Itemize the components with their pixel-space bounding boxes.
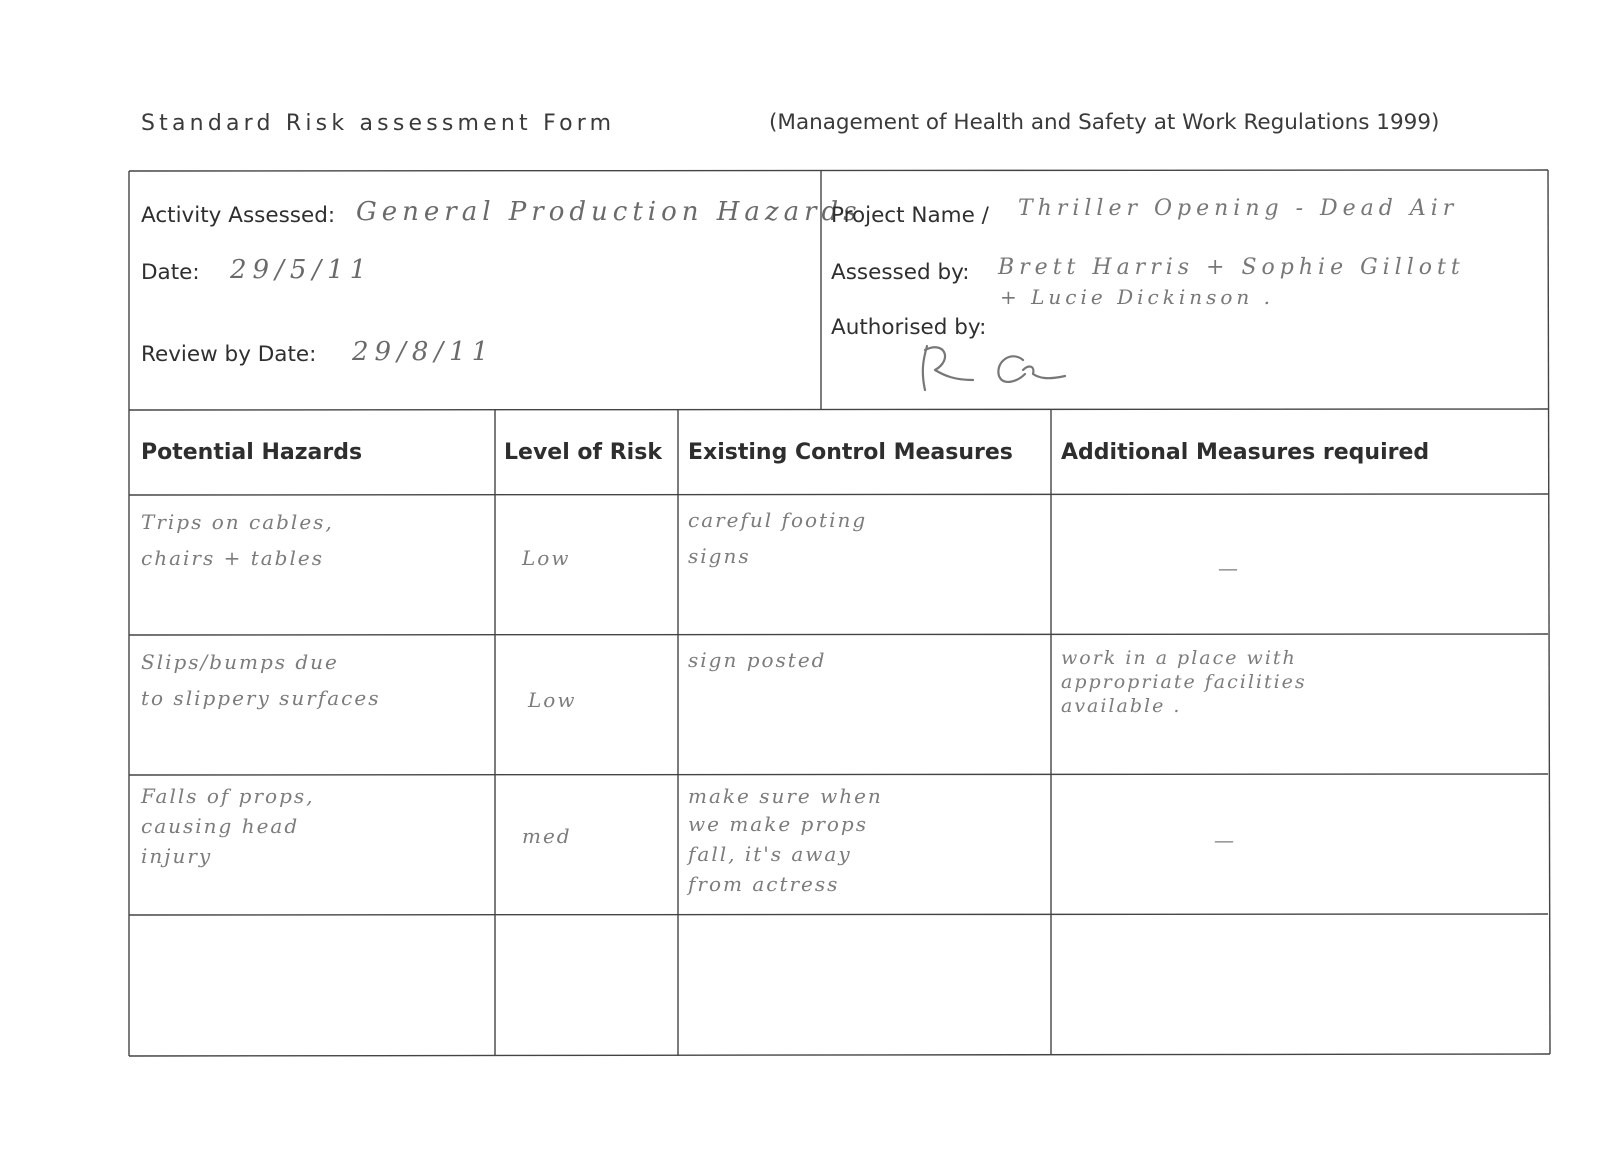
- project-value: Thriller Opening - Dead Air: [1018, 196, 1459, 221]
- row-line-2: [129, 494, 1548, 495]
- col-header-risk: Level of Risk: [504, 440, 662, 465]
- grid-right-line: [1548, 170, 1550, 1054]
- row2-additional-line1: work in a place with: [1061, 647, 1297, 669]
- assessed-value-line1: Brett Harris + Sophie Gillott: [998, 255, 1465, 280]
- row3-hazard-line2: causing head: [141, 814, 300, 838]
- row1-hazard-line1: Trips on cables,: [141, 510, 334, 534]
- grid-top-line: [129, 170, 1548, 171]
- col-header-additional: Additional Measures required: [1061, 440, 1430, 465]
- row3-risk: med: [522, 824, 572, 848]
- row-line-4: [129, 774, 1548, 775]
- row3-existing-line2: we make props: [688, 812, 868, 836]
- authorised-label: Authorised by:: [831, 315, 987, 340]
- authoriser-signature: [915, 340, 1075, 400]
- row3-additional: —: [1214, 828, 1236, 852]
- row3-existing-line3: fall, it's away: [688, 842, 852, 866]
- row-line-1: [129, 409, 1548, 410]
- row2-hazard-line2: to slippery surfaces: [141, 686, 381, 710]
- row2-additional-line3: available .: [1061, 695, 1182, 717]
- col-header-existing: Existing Control Measures: [688, 440, 1013, 465]
- regulation-subtitle: (Management of Health and Safety at Work Regulations 1999): [769, 110, 1440, 135]
- activity-label: Activity Assessed:: [141, 203, 336, 228]
- activity-value: General Production Hazards: [356, 197, 862, 227]
- row1-hazard-line2: chairs + tables: [141, 546, 324, 570]
- review-label: Review by Date:: [141, 342, 317, 367]
- review-value: 29/8/11: [352, 337, 495, 367]
- row2-existing-line1: sign posted: [688, 648, 827, 672]
- col-header-hazards: Potential Hazards: [141, 440, 363, 465]
- assessed-value-line2: + Lucie Dickinson .: [1000, 285, 1274, 309]
- row2-risk: Low: [528, 688, 577, 712]
- row2-hazard-line1: Slips/bumps due: [141, 650, 339, 674]
- form-title: Standard Risk assessment Form: [141, 111, 616, 136]
- row1-existing-line2: signs: [688, 544, 751, 568]
- row1-additional: —: [1218, 556, 1240, 580]
- assessed-label: Assessed by:: [831, 260, 970, 285]
- date-value: 29/5/11: [230, 255, 373, 285]
- row-line-5: [129, 914, 1548, 915]
- row3-existing-line4: from actress: [688, 872, 840, 896]
- row-line-3: [129, 634, 1548, 635]
- row2-additional-line2: appropriate facilities: [1061, 671, 1307, 693]
- row3-hazard-line3: injury: [141, 844, 213, 868]
- grid-bottom-line: [129, 1054, 1550, 1056]
- row3-existing-line1: make sure when: [688, 784, 883, 808]
- row4-empty: [130, 916, 1548, 1054]
- row1-risk: Low: [522, 546, 571, 570]
- row3-hazard-line1: Falls of props,: [141, 784, 315, 808]
- project-label: Project Name /: [831, 203, 989, 228]
- date-label: Date:: [141, 260, 200, 285]
- row1-existing-line1: careful footing: [688, 508, 868, 532]
